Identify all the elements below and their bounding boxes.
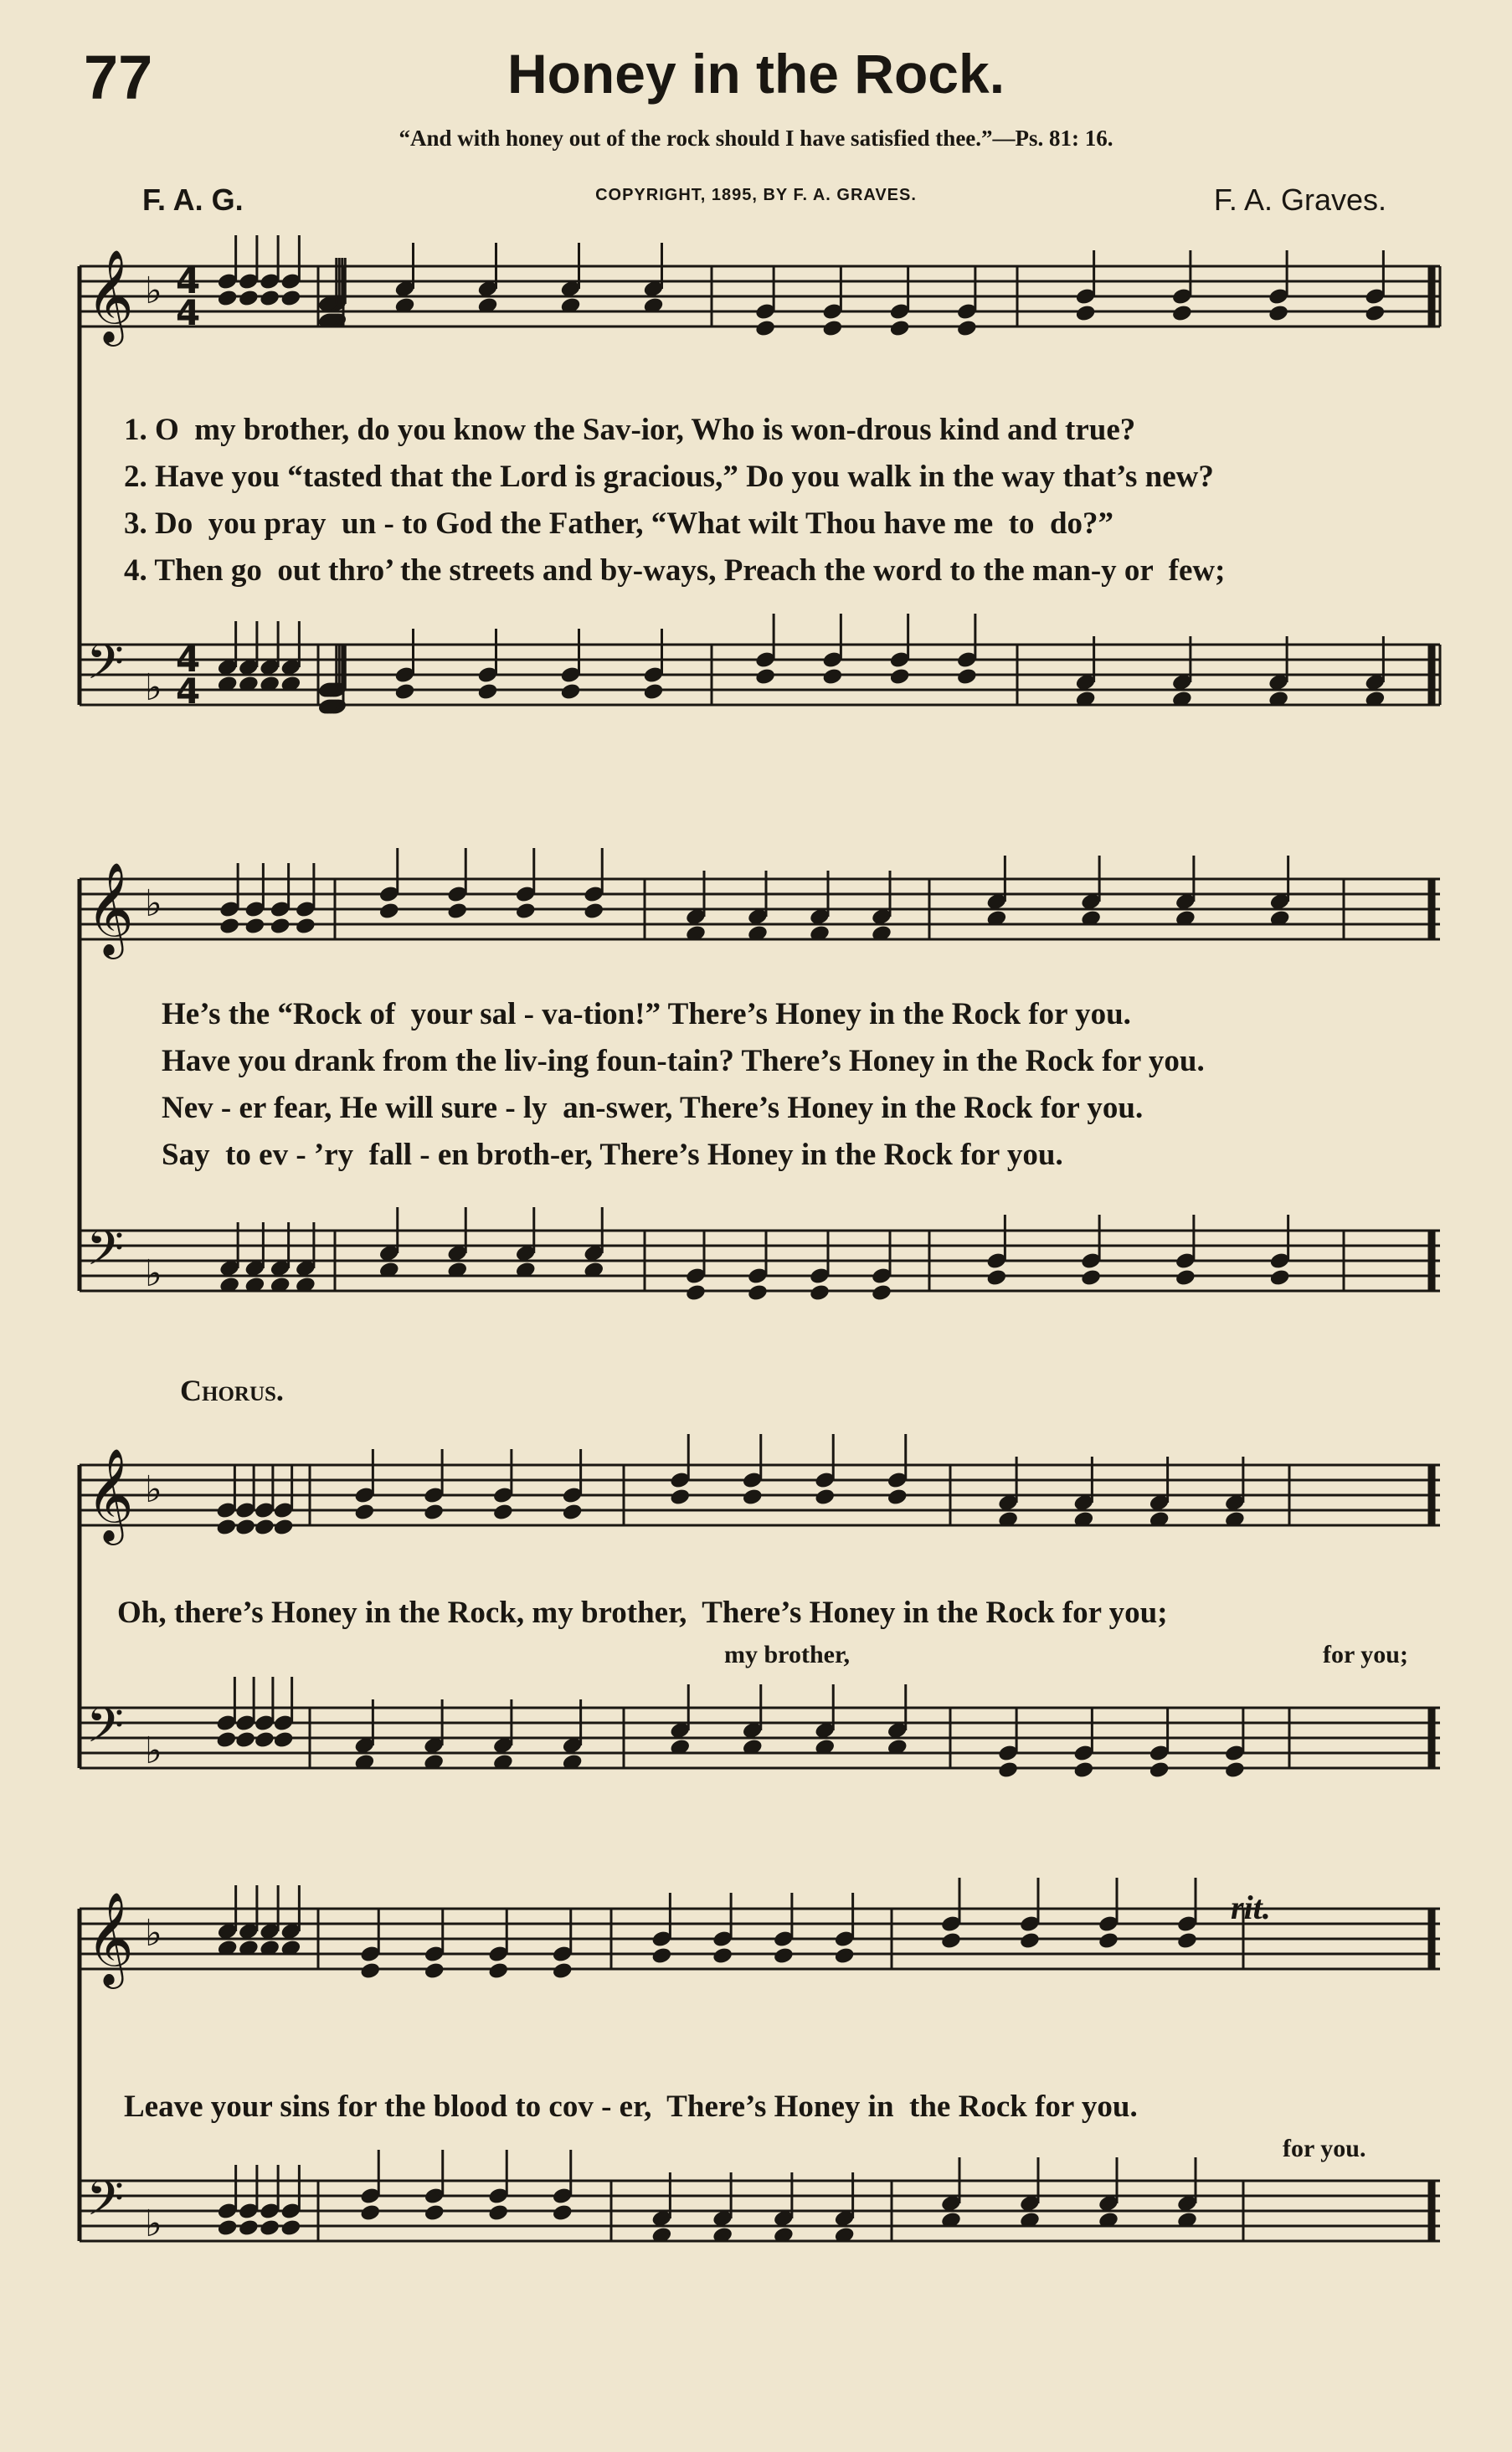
time-signature-bottom: 4 [176, 292, 201, 333]
notehead [273, 1518, 295, 1537]
notehead [492, 1503, 514, 1522]
notehead [834, 1946, 856, 1966]
notehead [889, 319, 911, 338]
ritardando-mark: rit. [1231, 1889, 1271, 1926]
flat-icon: ♭ [145, 1468, 162, 1511]
notehead [238, 2218, 260, 2238]
notehead [887, 1488, 908, 1507]
notehead [821, 667, 843, 686]
notehead [234, 1730, 256, 1750]
notehead [1175, 1268, 1196, 1288]
notehead [215, 1518, 237, 1537]
hymn-title: Honey in the Rock. [507, 43, 1005, 105]
notehead [238, 289, 260, 308]
flat-icon: ♭ [145, 666, 162, 709]
treble-clef-icon: 𝄞 [86, 1891, 134, 1985]
refrain-line-3: Nev - er fear, He will sure - ly an-swer, There’s Honey in the Rock for you. [162, 1091, 1144, 1125]
notehead [295, 917, 316, 936]
flat-icon: ♭ [145, 1912, 162, 1955]
notehead [270, 917, 291, 936]
bass-clef-icon: 𝄢 [86, 634, 125, 702]
chorus-echo-brother: my brother, [724, 1641, 850, 1668]
notehead [552, 1961, 573, 1981]
notehead [559, 682, 581, 702]
time-signature-top: 4 [176, 639, 201, 680]
notehead [217, 289, 239, 308]
treble-clef-icon: 𝄞 [86, 249, 134, 342]
flat-icon: ♭ [145, 2203, 162, 2245]
treble-clef-icon: 𝄞 [86, 861, 134, 955]
notehead [487, 2203, 509, 2223]
notehead [1075, 304, 1097, 323]
notehead [1098, 1931, 1119, 1951]
notehead [1364, 304, 1386, 323]
notehead [642, 682, 664, 702]
notehead [889, 667, 911, 686]
notehead [476, 682, 498, 702]
flat-icon: ♭ [145, 882, 162, 925]
flat-icon: ♭ [145, 1730, 162, 1772]
notehead [1224, 1761, 1246, 1780]
notehead [669, 1488, 691, 1507]
chorus-label: Chorus. [180, 1374, 284, 1407]
time-signature-bottom: 4 [176, 671, 201, 712]
notehead [956, 667, 978, 686]
notehead [1019, 1931, 1041, 1951]
notehead [1176, 1931, 1198, 1951]
notehead [378, 902, 400, 921]
bass-clef-icon: 𝄢 [86, 1220, 125, 1288]
notehead [244, 917, 265, 936]
notehead [359, 2203, 381, 2223]
bass-clef-icon: 𝄢 [86, 2170, 125, 2239]
notehead [814, 1488, 836, 1507]
refrain-line-4: Say to ev - ’ry fall - en broth-er, There’s Honey in the Rock for you. [162, 1138, 1063, 1172]
notehead [712, 1946, 733, 1966]
composer-credit: F. A. Graves. [1213, 182, 1386, 217]
notehead [217, 2218, 239, 2238]
refrain-line-1: He’s the “Rock of your sal - va-tion!” There’s Honey in the Rock for you. [162, 997, 1131, 1031]
notehead [254, 1518, 275, 1537]
notehead [754, 319, 776, 338]
notehead [215, 1730, 237, 1750]
notehead [359, 1961, 381, 1981]
scripture-epigraph: “And with honey out of the rock should I have satisfied thee.”—Ps. 81: 16. [399, 126, 1113, 151]
notehead [423, 1503, 445, 1522]
notehead [552, 2203, 573, 2223]
notehead [997, 1761, 1019, 1780]
notehead [234, 1518, 256, 1537]
flat-icon: ♭ [145, 1252, 162, 1295]
notehead [1080, 1268, 1102, 1288]
verse-line-3: 3. Do you pray un - to God the Father, “What wilt Thou have me to do?” [124, 506, 1114, 541]
notehead [685, 1283, 707, 1303]
notehead [515, 902, 537, 921]
notehead [1268, 304, 1289, 323]
notehead [280, 289, 301, 308]
notehead [424, 1961, 445, 1981]
notehead [1072, 1761, 1094, 1780]
notehead [393, 682, 415, 702]
verse-line-2: 2. Have you “tasted that the Lord is gracious,” Do you walk in the way that’s new? [124, 460, 1214, 494]
chorus-echo-for-you: for you; [1323, 1641, 1408, 1668]
copyright-notice: COPYRIGHT, 1895, BY F. A. GRAVES. [595, 186, 917, 204]
verse-line-4: 4. Then go out thro’ the streets and by-ways, Preach the word to the man-y or few; [124, 553, 1226, 588]
bass-clef-icon: 𝄢 [86, 1697, 125, 1766]
notehead [773, 1946, 795, 1966]
notehead [821, 319, 843, 338]
flat-icon: ♭ [145, 270, 162, 312]
notehead [956, 319, 978, 338]
refrain-line-2: Have you drank from the liv-ing foun-tain? There’s Honey in the Rock for you. [162, 1044, 1205, 1078]
notehead [280, 2218, 301, 2238]
treble-clef-icon: 𝄞 [86, 1447, 134, 1541]
notehead [871, 1283, 892, 1303]
notehead [754, 667, 776, 686]
notehead [259, 2218, 280, 2238]
notehead [985, 1268, 1007, 1288]
notehead [809, 1283, 831, 1303]
notehead [583, 902, 604, 921]
notehead [651, 1946, 672, 1966]
author-initials: F. A. G. [142, 182, 244, 217]
chorus-line-1: Oh, there’s Honey in the Rock, my brother, There’s Honey in the Rock for you; [117, 1596, 1168, 1630]
notehead [1269, 1268, 1291, 1288]
hymn-number: 77 [84, 43, 153, 112]
notehead [259, 289, 280, 308]
notehead [742, 1488, 764, 1507]
notehead [747, 1283, 769, 1303]
notehead [353, 1503, 375, 1522]
notehead [940, 1931, 962, 1951]
notehead [254, 1730, 275, 1750]
chorus-echo-final: for you. [1283, 2135, 1366, 2162]
notehead [1171, 304, 1193, 323]
notehead [424, 2203, 445, 2223]
notehead [219, 917, 240, 936]
chorus-line-2: Leave your sins for the blood to cov - er, There’s Honey in the Rock for you. [124, 2090, 1138, 2124]
notehead [562, 1503, 584, 1522]
notehead [273, 1730, 295, 1750]
verse-line-1: 1. O my brother, do you know the Sav-ior, Who is won-drous kind and true? [124, 413, 1136, 447]
notehead [1149, 1761, 1170, 1780]
notehead [487, 1961, 509, 1981]
notehead [446, 902, 468, 921]
time-signature-top: 4 [176, 260, 201, 301]
